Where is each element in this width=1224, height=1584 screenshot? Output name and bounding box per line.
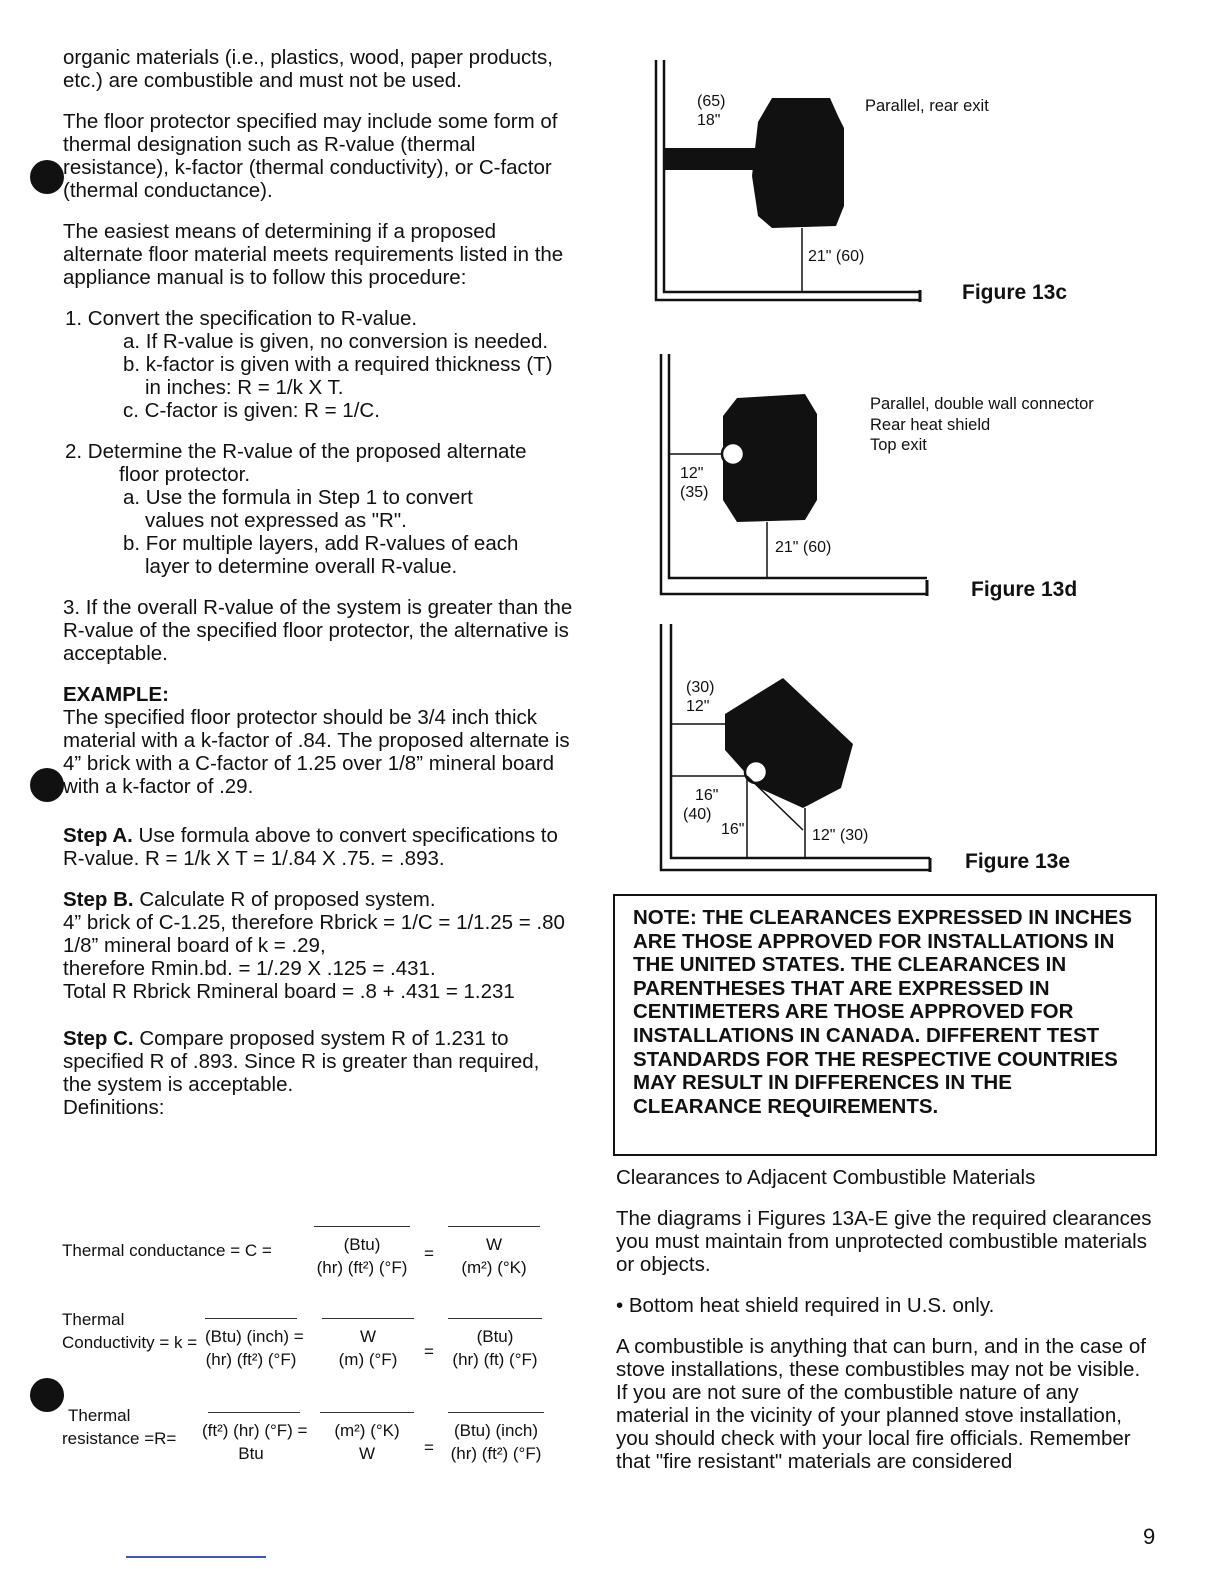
fraction: (Btu) (hr) (ft) (°F): [448, 1318, 542, 1371]
measure: 16": [721, 821, 745, 838]
figure-13c-diagram: [650, 56, 940, 306]
step-b: Step B. Calculate R of proposed system.: [63, 888, 436, 911]
paragraph: The diagrams i Figures 13A-E give the required clearances you must maintain from unprotected combustible materials or objects.: [616, 1207, 1152, 1276]
figure-caption: Parallel, rear exit: [865, 97, 989, 115]
definitions-label: Definitions:: [63, 1096, 165, 1119]
step-b-line: 4” brick of C-1.25, therefore Rbrick = 1/C = 1/1.25 = .80: [63, 911, 565, 934]
paragraph: The easiest means of determining if a proposed alternate floor material meets requirements listed in the appliance manual is to follow this procedure:: [63, 220, 564, 289]
step-a: Step A. Use formula above to convert specifications to R-value. R = 1/k X T = 1/.84 X .75. = .893.: [63, 824, 558, 870]
page-number: 9: [1143, 1524, 1156, 1549]
figure-caption: Parallel, double wall connector Rear heat shield Top exit: [870, 395, 1094, 454]
step-c: Step C. Compare proposed system R of 1.231 to specified R of .893. Since R is greater than required, the system is acceptable.: [63, 1027, 540, 1096]
conductivity-label: Thermal Conductivity = k =: [62, 1310, 198, 1352]
stove-shape: [725, 678, 853, 808]
connector-pipe: [722, 443, 744, 465]
paragraph: The floor protector specified may include some form of thermal designation such as R-value (thermal resistance), k-factor (thermal conductivity), or C-factor (thermal conductance).: [63, 110, 558, 202]
measure: 16" (40): [683, 787, 719, 823]
clearance-note: NOTE: THE CLEARANCES EXPRESSED IN INCHES ARE THOSE APPROVED FOR INSTALLATIONS IN THE UNITED STATES. THE CLEARANCES IN PARENTHESES THAT ARE EXPRESSED IN CENTIMETERS ARE THOSE APPROVED FOR INSTALLATIONS IN CANADA. DIFFERENT TEST STANDARDS FOR THE RESPECTIVE COUNTRIES MAY RESULT IN DIFFERENCES IN THE CLEARANCE REQUIREMENTS.: [613, 894, 1157, 1156]
step-1a: a. If R-value is given, no conversion is needed.: [123, 330, 549, 353]
divider: [126, 1556, 266, 1558]
step-2b: b. For multiple layers, add R-values of each layer to determine overall R-value.: [123, 532, 519, 578]
section-heading: Clearances to Adjacent Combustible Materials: [616, 1166, 1036, 1189]
step-b-line: 1/8” mineral board of k = .29,: [63, 934, 326, 957]
fraction: (Btu) (hr) (ft²) (°F): [314, 1226, 410, 1279]
measure: 21" (60): [775, 539, 832, 556]
left-column: [63, 46, 573, 1119]
fraction: W (m) (°F): [322, 1318, 414, 1371]
step-b-line: therefore Rmin.bd. = 1/.29 X .125 = .431.: [63, 957, 436, 980]
example-text: The specified floor protector should be 3/4 inch thick material with a k-factor of .84. The proposed alternate is 4” brick with a C-factor of 1.25 over 1/8” mineral board with a k-factor of .29.: [63, 706, 570, 798]
figure-label: Figure 13e: [965, 850, 1071, 873]
figure-label: Figure 13d: [971, 578, 1078, 601]
fraction: (m²) (°K) W: [320, 1412, 414, 1465]
measure: 21" (60): [808, 248, 865, 265]
binder-hole: [30, 160, 64, 194]
resistance-label: Thermal resistance =R=: [62, 1406, 177, 1448]
right-column-text: [616, 1166, 1156, 1473]
bullet-note: • Bottom heat shield required in U.S. only.: [616, 1294, 995, 1317]
step-1c: c. C-factor is given: R = 1/C.: [123, 399, 380, 422]
fraction: (ft²) (hr) (°F) = Btu: [202, 1412, 300, 1465]
measure: (65) 18": [697, 93, 726, 129]
fraction: (Btu) (inch) = (hr) (ft²) (°F): [205, 1318, 297, 1371]
example-title: EXAMPLE:: [63, 683, 169, 706]
paragraph: organic materials (i.e., plastics, wood, paper products, etc.) are combustible and must not be used.: [63, 46, 553, 92]
fraction: (Btu) (inch) (hr) (ft²) (°F): [448, 1412, 544, 1465]
measure: 12" (30): [812, 827, 869, 844]
conductance-label: Thermal conductance = C =: [62, 1241, 272, 1260]
figure-label: Figure 13c: [962, 281, 1068, 304]
measure: 12" (35): [680, 465, 709, 501]
measure: (30) 12": [686, 679, 715, 715]
step-b-line: Total R Rbrick Rmineral board = .8 + .431 = 1.231: [63, 980, 515, 1003]
step-1b: b. k-factor is given with a required thickness (T) in inches: R = 1/k X T.: [123, 353, 553, 399]
step-2a: a. Use the formula in Step 1 to convert values not expressed as "R".: [123, 486, 473, 532]
step-1: 1. Convert the specification to R-value.: [65, 307, 418, 330]
stove-shape: [752, 98, 844, 228]
step-3: 3. If the overall R-value of the system is greater than the R-value of the specified floor protector, the alternative is acceptable.: [63, 596, 573, 665]
connector-pipe: [745, 761, 767, 783]
binder-hole: [30, 768, 64, 802]
figure-13e-diagram: [655, 620, 945, 876]
paragraph: A combustible is anything that can burn, and in the case of stove installations, these combustibles may not be visible. If you are not sure of the combustible nature of any material in the vicinity of your planned stove installation, you should check with your local fire officials. Remember that "fire resistant" materials are considered: [616, 1335, 1146, 1473]
fraction: W (m²) (°K): [448, 1226, 540, 1279]
binder-hole: [30, 1378, 64, 1412]
step-2: 2. Determine the R-value of the proposed alternate floor protector.: [65, 440, 527, 486]
